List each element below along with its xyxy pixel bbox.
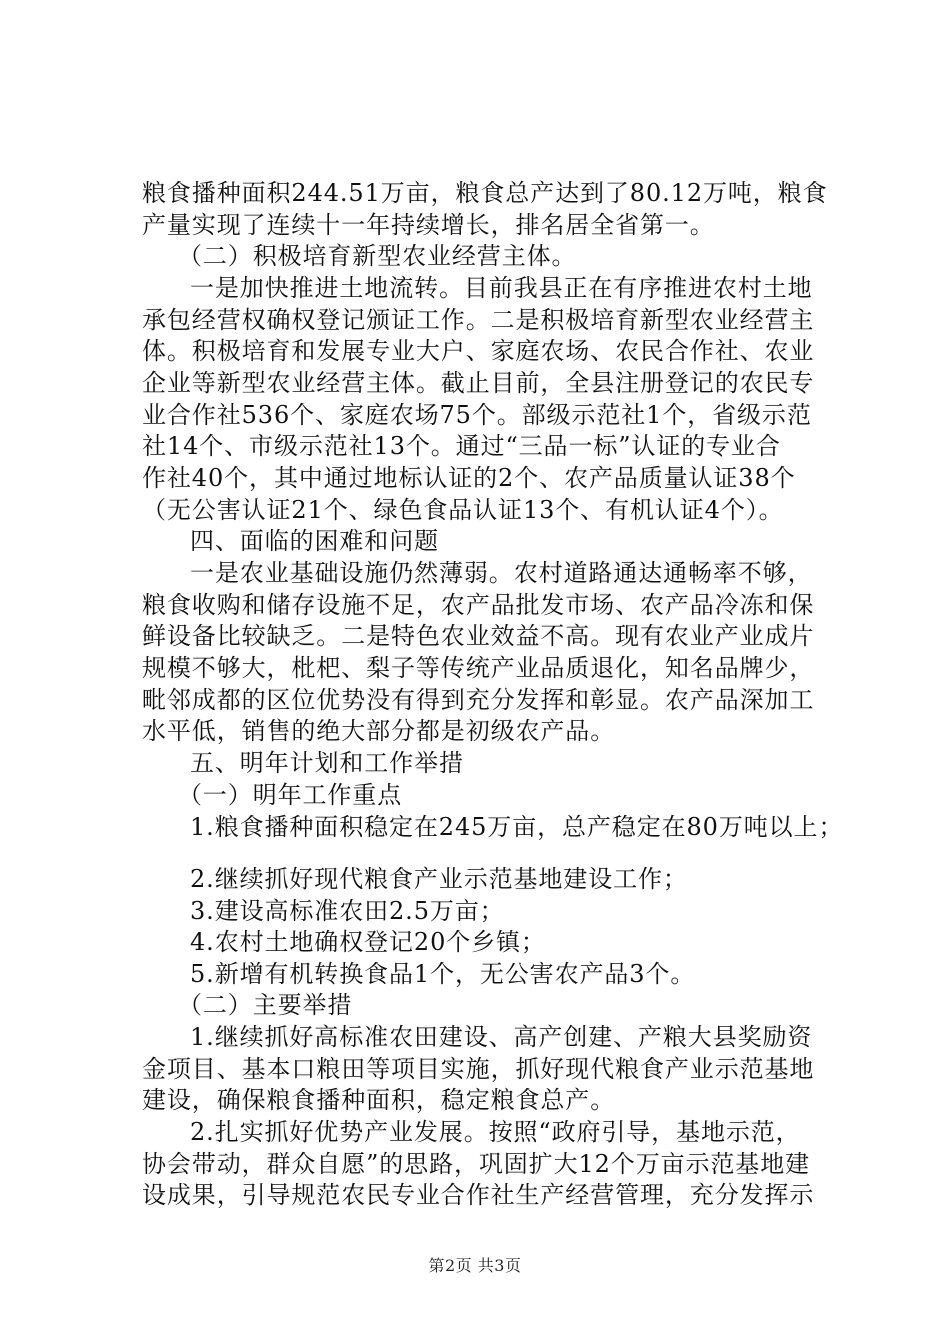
text-line: 一是加快推进土地流转。目前我县正在有序推进农村土地 [190,274,813,302]
section-heading: （一）明年工作重点 [178,781,403,809]
text-line: 粮食收购和储存设施不足，农产品批发市场、农产品冷冻和保 [142,591,815,619]
text-line: 产量实现了连续十一年持续增长，排名居全省第一。 [142,211,715,239]
text-line: 2.扎实抓好优势产业发展。按照“政府引导，基地示范， [190,1118,801,1146]
text-line: 粮食播种面积244.51万亩，粮食总产达到了80.12万吨，粮食 [142,179,828,207]
text-line: 毗邻成都的区位优势没有得到充分发挥和彰显。农产品深加工 [142,686,815,714]
page-footer: 第2页 共3页 [428,1256,522,1275]
text-line: 水平低，销售的绝大部分都是初级农产品。 [142,717,616,745]
text-line: 体。积极培育和发展专业大户、家庭农场、农民合作社、农业 [142,337,815,365]
text-line: 1.继续抓好高标准农田建设、高产创建、产粮大县奖励资 [190,1023,813,1051]
text-line: 承包经营权确权登记颁证工作。二是积极培育新型农业经营主 [142,306,815,334]
text-line: 企业等新型农业经营主体。截止目前，全县注册登记的农民专 [142,369,815,397]
list-item: 4.农村土地确权登记20个乡镇； [190,928,546,956]
text-line: 社14个、市级示范社13个。通过“三品一标”认证的专业合 [142,432,781,460]
text-line: 规模不够大，枇杷、梨子等传统产业品质退化，知名品牌少， [142,654,815,682]
text-line: 设成果，引导规范农民专业合作社生产经营管理，充分发挥示 [142,1181,815,1209]
section-heading: 四、面临的困难和问题 [190,527,439,555]
list-item: 3.建设高标准农田2.5万亩； [190,897,505,925]
section-heading: （二）积极培育新型农业经营主体。 [178,242,577,270]
list-item: 1.粮食播种面积稳定在245万亩，总产稳定在80万吨以上； [190,813,844,841]
text-line: 鲜设备比较缺乏。二是特色农业效益不高。现有农业产业成片 [142,622,815,650]
section-heading: （二）主要举措 [178,991,353,1019]
list-item: 2.继续抓好现代粮食产业示范基地建设工作； [190,865,688,893]
text-line: 业合作社536个、家庭农场75个。部级示范社1个，省级示范 [142,401,812,429]
text-line: （无公害认证21个、绿色食品认证13个、有机认证4个）。 [142,496,784,524]
section-heading: 五、明年计划和工作举措 [190,749,464,777]
text-line: 作社40个，其中通过地标认证的2个、农产品质量认证38个 [142,464,796,492]
text-line: 一是农业基础设施仍然薄弱。农村道路通达通畅率不够， [190,559,813,587]
text-line: 金项目、基本口粮田等项目实施，抓好现代粮食产业示范基地 [142,1055,815,1083]
text-line: 协会带动，群众自愿”的思路，巩固扩大12个万亩示范基地建 [142,1150,811,1178]
text-line: 建设，确保粮食播种面积，稳定粮食总产。 [142,1086,616,1114]
list-item: 5.新增有机转换食品1个，无公害农产品3个。 [190,960,696,988]
